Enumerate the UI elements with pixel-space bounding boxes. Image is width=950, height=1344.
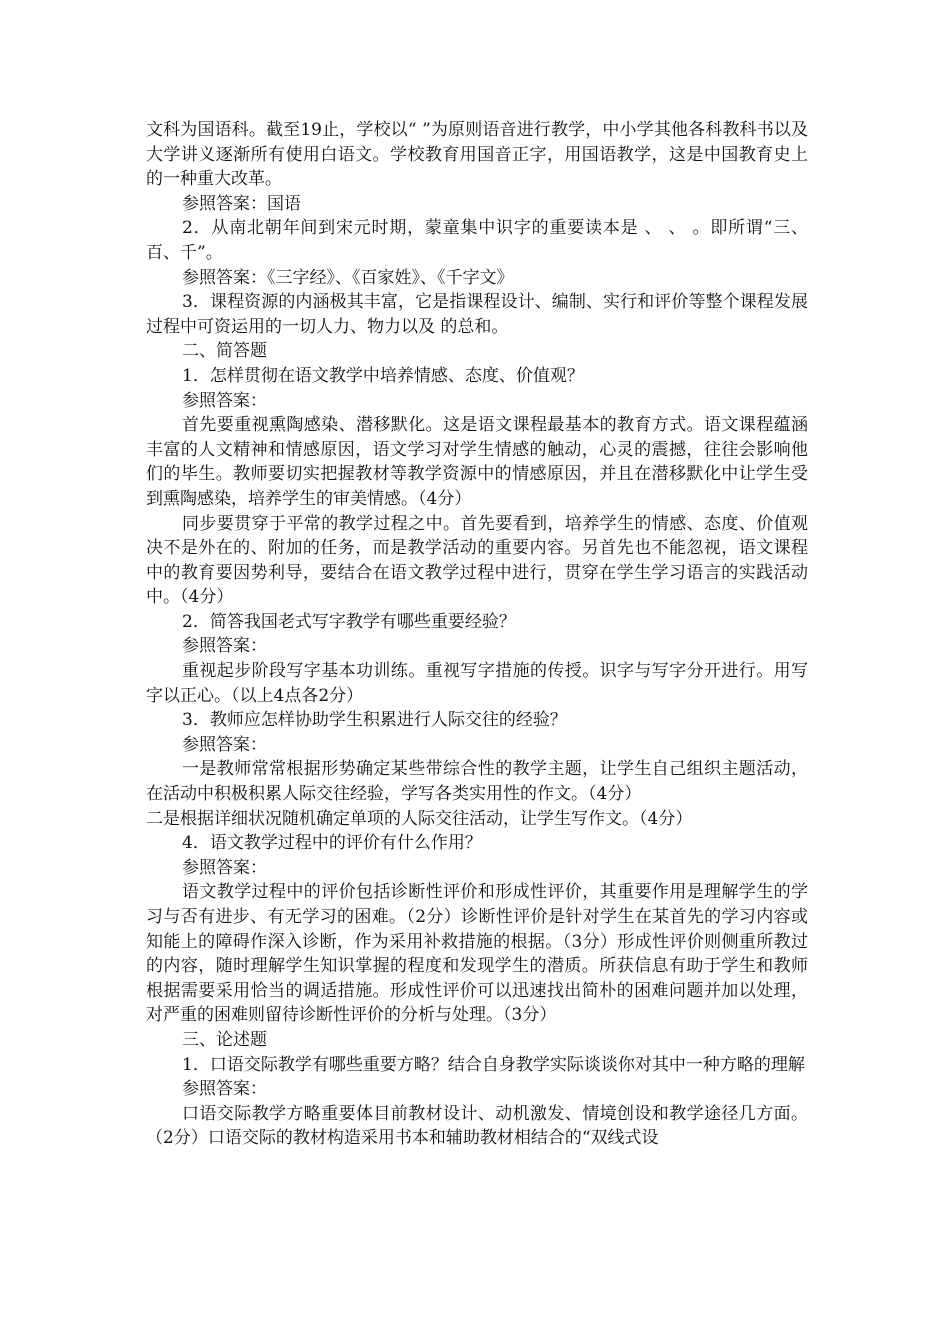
answer-1: 参照答案：国语 [182, 193, 301, 214]
answer-label: 参照答案： [182, 390, 267, 411]
answer-paragraph: 一是教师常常根据形势确定某些带综合性的教学主题，让学生自己组织主题活动，在活动中积极积累人际交往经验，学写各类实用性的作文。（4分） [146, 759, 808, 805]
paragraph-0: 文科为国语科。截至19止，学校以“ ”为原则语音进行教学，中小学其他各科教科书以及大学讲义逐渐所有使用白语文。学校教育用国音正字，用国语教学，这是中国教育史上的一种重大改革。 [146, 120, 808, 190]
answer-paragraph: 首先要重视熏陶感染、潜移默化。这是语文课程最基本的教育方式。语文课程蕴涵丰富的人文精神和情感原因，语文学习对学生情感的触动，心灵的震撼，往往会影响他们的毕生。教师要切实把握教材等教学资源中的情感原因，并且在潜移默化中让学生受到熏陶感染，培养学生的审美情感。（4分） [146, 415, 808, 509]
answer-paragraph: 重视起步阶段写字基本功训练。重视写字措施的传授。识字与写字分开进行。用写字以正心。（以上4点各2分） [146, 661, 808, 706]
answer-label: 参照答案： [182, 636, 267, 657]
answer-2: 参照答案：《三字经》、《百家姓》、《千字文》 [182, 267, 514, 288]
answer-paragraph: 口语交际教学方略重要体目前教材设计、动机激发、情境创设和教学途径几方面。（2分）口语交际的教材构造采用书本和辅助教材相结合的“双线式设 [146, 1103, 808, 1149]
answer-paragraph: 同步要贯穿于平常的教学过程之中。首先要看到，培养学生的情感、态度、价值观决不是外在的、附加的任务，而是教学活动的重要内容。另首先也不能忽视，语文课程中的教育要因势利导，要结合在语文教学过程中进行，贯穿在学生学习语言的实践活动中。（4分） [146, 513, 808, 608]
question-fill-3: 3．课程资源的内涵极其丰富，它是指课程设计、编制、实行和评价等整个课程发展过程中可资运用的一切人力、物力以及 的总和。 [146, 292, 808, 337]
question-short-3: 3．教师应怎样协助学生积累进行人际交往的经验？ [182, 710, 567, 731]
question-short-4: 4．语文教学过程中的评价有什么作用？ [182, 833, 482, 854]
answer-label: 参照答案： [182, 1079, 267, 1100]
question-short-1: 1．怎样贯彻在语文教学中培养情感、态度、价值观？ [182, 365, 584, 386]
question-fill-2: 2．从南北朝年间到宋元时期，蒙童集中识字的重要读本是 、 、 。即所谓“三、百、千”。 [146, 218, 808, 263]
answer-paragraph: 语文教学过程中的评价包括诊断性评价和形成性评价，其重要作用是理解学生的学习与否有进步、有无学习的困难。（2分）诊断性评价是针对学生在某首先的学习内容或知能上的障碍作深入诊断，作为采用补救措施的根据。（3分）形成性评价则侧重所教过的内容，随时理解学生知识掌握的程度和发现学生的潜质。所获信息有助于学生和教师根据需要采用恰当的调适措施。形成性评价可以迅速找出简朴的困难问题并加以处理，对严重的困难则留待诊断性评价的分析与处理。（3分） [146, 882, 808, 1026]
section-heading-essay: 三、论述题 [182, 1029, 267, 1050]
section-heading-short-answer: 二、简答题 [182, 341, 267, 362]
answer-paragraph: 二是根据详细状况随机确定单项的人际交往活动，让学生写作文。（4分） [146, 808, 693, 829]
document-page [146, 118, 808, 1151]
question-essay-1: 1．口语交际教学有哪些重要方略？结合自身教学实际谈谈你对其中一种方略的理解 [182, 1054, 805, 1075]
answer-label: 参照答案： [182, 857, 267, 878]
question-short-2: 2．简答我国老式写字教学有哪些重要经验？ [182, 611, 516, 632]
answer-label: 参照答案： [182, 734, 267, 755]
